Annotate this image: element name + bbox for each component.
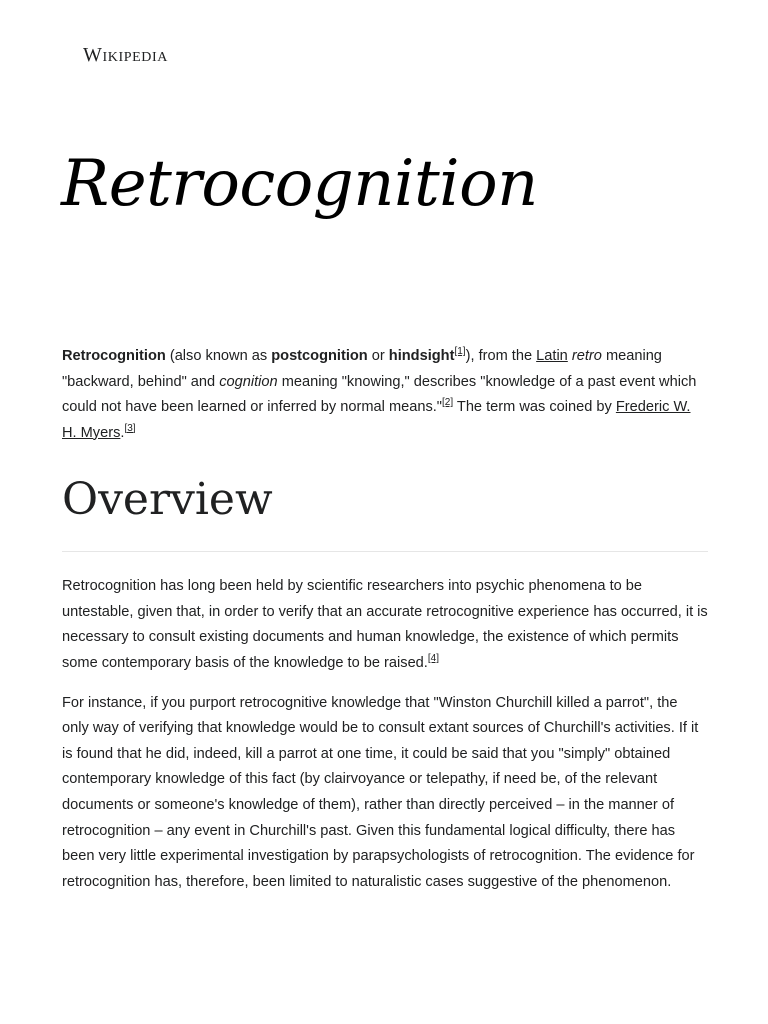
alt-term-hindsight: hindsight <box>388 348 455 364</box>
citation-link-2[interactable]: [2] <box>441 397 454 409</box>
citation-4 <box>428 653 439 664</box>
intro-text: or <box>367 348 389 364</box>
intro-text: meaning "backward, behind" and <box>62 348 662 390</box>
overview-paragraph-1 <box>62 574 708 676</box>
paragraph-text: Retrocognition has long been held by scientific researchers into psychic phenomena to be untestable, given that, in order to verify that an accurate retrocognitive experience has occurred, it is necessary to consult existing documents and human knowledge, the existence of which permits some contemporary basis of the knowledge to be raised. <box>62 578 708 671</box>
page-title: Retrocognition <box>61 147 538 221</box>
retro-italic: retro <box>571 348 602 364</box>
cognition-italic: cognition <box>219 373 278 390</box>
citation-2 <box>442 397 453 408</box>
intro-text: . <box>120 424 125 441</box>
term-bold: Retrocognition <box>62 348 166 364</box>
alt-term-postcognition: postcognition <box>271 348 368 364</box>
citation-link-1[interactable]: [1] <box>454 346 466 357</box>
section-heading-overview: Overview <box>62 474 273 526</box>
latin-link[interactable]: Latin <box>536 348 568 364</box>
intro-paragraph <box>62 344 708 446</box>
section-divider <box>62 551 708 552</box>
wikipedia-logo[interactable]: Wikipedia <box>83 44 168 66</box>
overview-paragraph-2: For instance, if you purport retrocognitive knowledge that "Winston Churchill killed a parrot", the only way of verifying that knowledge would be to consult extant sources of Churchill's activities. If it is found that he did, indeed, kill a parrot at one time, it could be said that you "simply" obtained contemporary knowledge of this fact (by clairvoyance or telepathy, if need be, of the relevant documents or someone's knowledge of them), rather than directly perceived – in the manner of retrocognition – any event in Churchill's past. Given this fundamental logical difficulty, there has been very little experimental investigation by parapsychologists of retrocognition. The evidence for retrocognition has, therefore, been limited to naturalistic cases suggestive of the phenomenon. <box>62 694 699 890</box>
intro-text: (also known as <box>165 348 272 364</box>
intro-text: ), from the <box>465 348 537 364</box>
intro-text: The term was coined by <box>453 399 616 416</box>
article-body <box>62 344 708 909</box>
citation-link-4[interactable]: [4] <box>427 652 439 664</box>
citation-1 <box>454 346 465 357</box>
myers-link[interactable]: Frederic W. H. Myers <box>62 399 691 441</box>
citation-link-3[interactable]: [3] <box>124 422 136 434</box>
citation-3 <box>124 423 135 434</box>
intro-text: meaning "knowing," describes "knowledge of a past event which could not have been learned or inferred by normal means." <box>62 373 697 416</box>
